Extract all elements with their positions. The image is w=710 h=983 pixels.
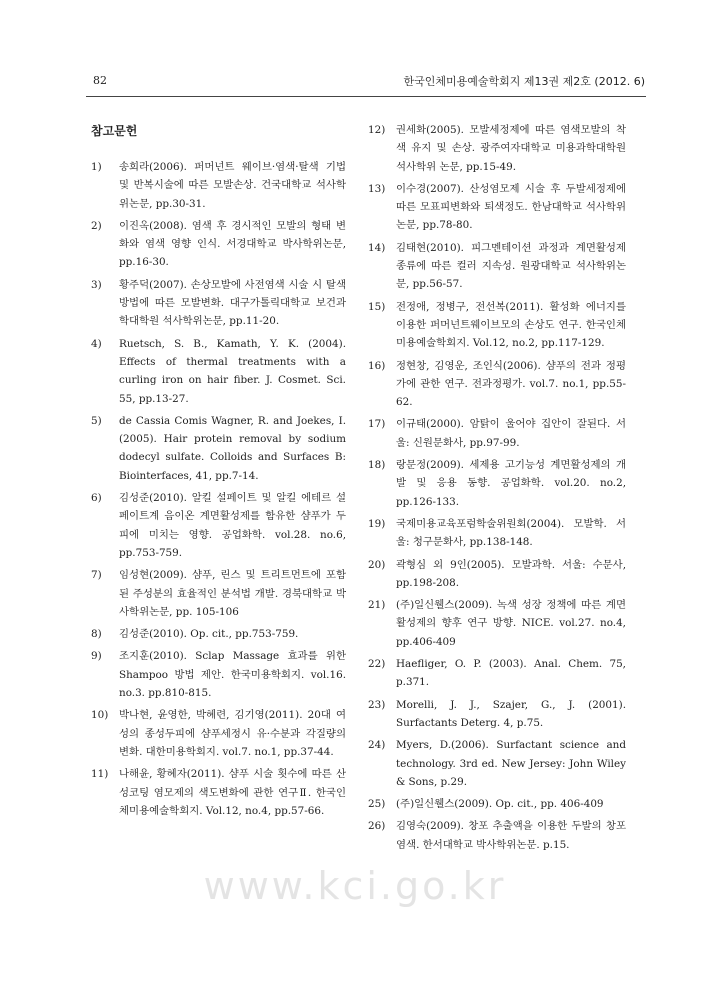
reference-text: 권세화(2005). 모발세정제에 따른 염색모발의 착색 유지 및 손상. 광주여자대학교 미용과학대학원 석사학위 논문, pp.15-49. <box>396 124 626 173</box>
reference-number: 20) <box>368 558 386 571</box>
reference-number: 18) <box>368 459 386 472</box>
reference-item <box>368 596 626 651</box>
reference-number: 26) <box>368 820 386 833</box>
reference-number: 24) <box>368 739 386 752</box>
reference-number: 25) <box>368 798 386 811</box>
reference-number: 12) <box>368 124 386 136</box>
reference-number: 2) <box>91 219 102 232</box>
reference-list-right <box>368 121 626 858</box>
reference-item <box>368 655 626 692</box>
reference-item <box>91 765 346 820</box>
reference-item <box>91 706 346 761</box>
reference-text: Morelli, J. J., Szajer, G., J. (2001). Surfactants Deterg. 4, p.75. <box>396 698 626 729</box>
reference-text: 조지훈(2010). Sclap Massage 효과를 위한 Shampoo 방법 제안. 한국미용학회지. vol.16. no.3. pp.810-815. <box>119 650 346 700</box>
reference-item <box>368 515 626 552</box>
reference-number: 22) <box>368 658 386 671</box>
reference-number: 10) <box>91 709 109 722</box>
reference-text: 정현창, 김영운, 조인식(2006). 샴푸의 전과 정평가에 관한 연구. 전과정평가. vol.7. no.1, pp.55-62. <box>396 359 626 409</box>
reference-item <box>91 276 346 331</box>
section-heading: 참고문헌 <box>91 124 138 138</box>
reference-item <box>91 412 346 485</box>
reference-text: 박나현, 윤영한, 박혜련, 김기영(2011). 20대 여성의 종성두피에 샴푸세정시 유·수분과 각질량의 변화. 대한미용학회지. vol.7. no.1, pp.37-44. <box>119 709 346 758</box>
reference-number: 11) <box>91 768 109 781</box>
reference-number: 15) <box>368 300 386 313</box>
reference-item <box>368 121 626 176</box>
reference-number: 23) <box>368 698 386 711</box>
reference-text: 임성현(2009). 샴푸, 린스 및 트리트먼트에 포함된 주성분의 효율적인 분석법 개발. 경북대학교 박사학위논문, pp. 105-106 <box>119 569 346 618</box>
reference-item <box>368 556 626 593</box>
reference-text: 국제미용교육포럼학술위원회(2004). 모발학. 서울: 청구문화사, pp.138-148. <box>396 517 626 549</box>
reference-number: 8) <box>91 628 102 641</box>
reference-text: 이수경(2007). 산성염모제 시술 후 두발세정제에 따른 모표피변화와 퇴색정도. 한남대학교 석사학위논문, pp.78-80. <box>396 182 626 232</box>
reference-text: Ruetsch, S. B., Kamath, Y. K. (2004). Effects of thermal treatments with a curling iron on hair fiber. J. Cosmet. Sci. 55, pp.13-27. <box>119 337 346 405</box>
reference-number: 16) <box>368 359 386 372</box>
reference-item <box>91 647 346 702</box>
reference-number: 5) <box>91 414 102 427</box>
reference-list-left <box>91 158 346 824</box>
reference-text: 김영숙(2009). 창포 추출액을 이용한 두발의 창포염색. 한서대학교 박사학위논문. p.15. <box>396 820 626 851</box>
reference-item <box>368 415 626 452</box>
reference-number: 14) <box>368 241 386 254</box>
reference-item <box>368 696 626 733</box>
reference-text: (주)일신웰스(2009). 녹색 성장 정책에 따른 계면활성제의 향후 연구 방향. NICE. vol.27. no.4, pp.406-409 <box>396 599 626 648</box>
reference-text: 전정애, 정병구, 전선복(2011). 활성화 에너지를 이용한 퍼머넌트웨이브모의 손상도 연구. 한국인체미용예술학회지. Vol.12, no.2, pp.117-129. <box>396 300 626 350</box>
reference-item <box>91 489 346 562</box>
reference-item <box>91 625 346 643</box>
reference-item <box>91 217 346 272</box>
reference-text: 송희라(2006). 퍼머넌트 웨이브·염색·탈색 기법 및 반복시술에 따른 모발손상. 건국대학교 석사학위논문, pp.30-31. <box>119 161 346 210</box>
page-number: 82 <box>93 74 107 87</box>
reference-item <box>368 357 626 412</box>
reference-number: 3) <box>91 278 102 291</box>
reference-text: 김태현(2010). 피그멘테이션 과정과 계면활성제 종류에 따른 컬러 지속성. 원광대학교 석사학위논문, pp.56-57. <box>396 241 626 291</box>
reference-text: Myers, D.(2006). Surfactant science and technology. 3rd ed. New Jersey: John Wiley & Sons, p.29. <box>396 739 626 788</box>
reference-text: 김성준(2010). 알킬 설페이트 및 알킬 에테르 설페이트계 음이온 계면활성제를 함유한 샴푸가 두피에 미치는 영향. 공업화학. vol.28. no.6, pp.753-759. <box>119 492 346 559</box>
reference-number: 13) <box>368 182 386 195</box>
reference-text: Haefliger, O. P. (2003). Anal. Chem. 75, p.371. <box>396 658 626 689</box>
journal-title: 한국인체미용예술학회지 제13권 제2호 (2012. 6) <box>403 75 645 88</box>
reference-number: 6) <box>91 492 102 505</box>
reference-text: 이규태(2000). 암탉이 울어야 집안이 잘된다. 서울: 신원문화사, pp.97-99. <box>396 418 626 449</box>
reference-item <box>368 239 626 294</box>
reference-item <box>368 795 626 813</box>
reference-number: 7) <box>91 569 102 582</box>
reference-number: 17) <box>368 418 386 431</box>
reference-text: 랑문정(2009). 세제용 고기능성 계면활성제의 개발 및 응용 동향. 공업화학. vol.20. no.2, pp.126-133. <box>396 459 626 508</box>
header-rule <box>86 96 646 97</box>
reference-number: 4) <box>91 337 102 350</box>
reference-text: de Cassia Comis Wagner, R. and Joekes, I. (2005). Hair protein removal by sodium dodecyl sulfate. Colloids and Surfaces B: Biointerfaces, 41, pp.7-14. <box>119 414 346 482</box>
reference-item <box>368 180 626 235</box>
reference-number: 9) <box>91 650 102 663</box>
reference-number: 1) <box>91 161 102 173</box>
reference-item <box>368 817 626 854</box>
reference-item <box>368 456 626 511</box>
reference-number: 21) <box>368 599 386 612</box>
reference-text: 김성준(2010). Op. cit., pp.753-759. <box>119 628 299 641</box>
reference-text: 황주덕(2007). 손상모발에 사전염색 시술 시 탈색방법에 따른 모발변화. 대구가톨릭대학교 보건과학대학원 석사학위논문, pp.11-20. <box>119 278 346 328</box>
reference-item <box>91 335 346 408</box>
reference-text: 곽형심 외 9인(2005). 모발과학. 서울: 수문사, pp.198-208. <box>396 558 626 589</box>
reference-number: 19) <box>368 517 386 530</box>
reference-item <box>368 298 626 353</box>
reference-item <box>91 158 346 213</box>
watermark: www.kci.go.kr <box>203 864 507 908</box>
reference-text: 이진옥(2008). 염색 후 경시적인 모발의 형태 변화와 염색 영향 인식. 서경대학교 박사학위논문, pp.16-30. <box>119 219 346 269</box>
reference-text: 나해윤, 황혜자(2011). 샴푸 시술 횟수에 따른 산성코팅 염모제의 색도변화에 관한 연구Ⅱ. 한국인체미용예술학회지. Vol.12, no.4, pp.57-66. <box>119 768 346 817</box>
reference-item <box>91 566 346 621</box>
reference-item <box>368 736 626 791</box>
reference-text: (주)일신웰스(2009). Op. cit., pp. 406-409 <box>396 798 604 811</box>
